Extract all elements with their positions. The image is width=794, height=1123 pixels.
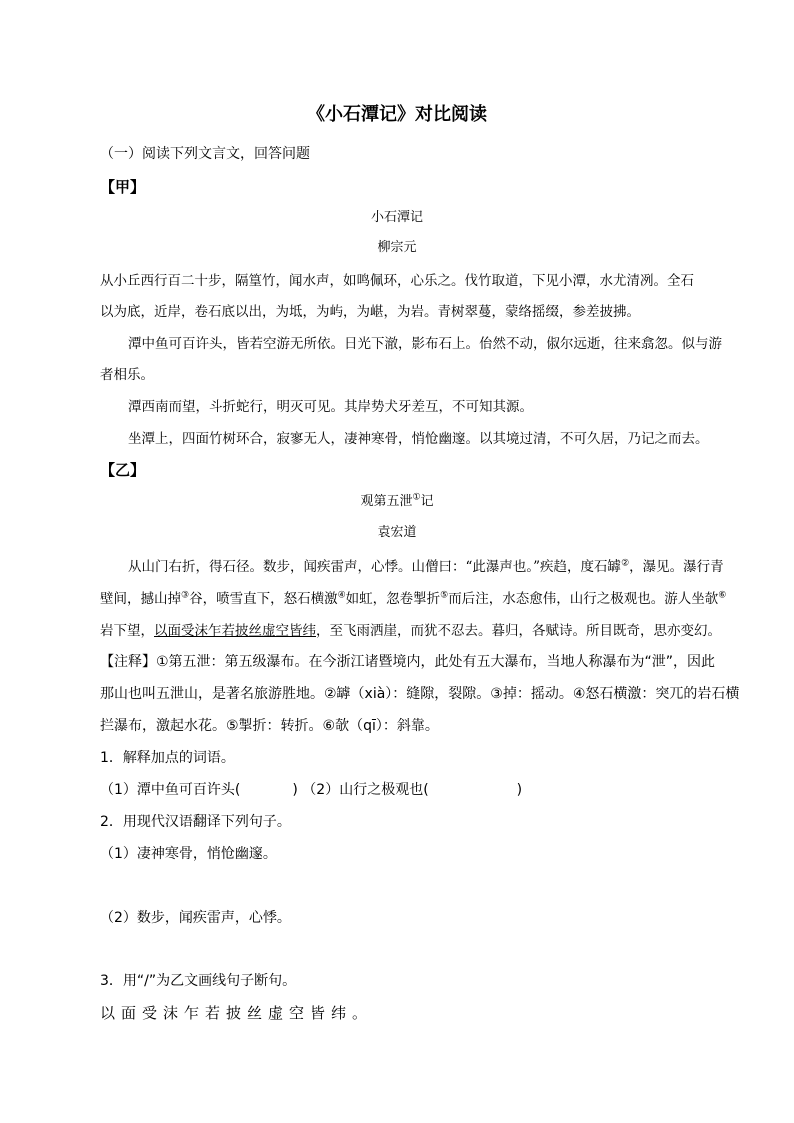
- yi-title: [0, 492, 794, 512]
- question-2: 2．用现代汉语翻译下列句子。: [100, 814, 291, 830]
- question-1-item-1: （1）潭中鱼可百许头(: [100, 782, 241, 798]
- yi-line-2: [100, 588, 726, 610]
- note-marker-3: ③: [181, 590, 190, 601]
- question-1: 1．解释加点的词语。: [100, 750, 235, 766]
- yi-title-text: 观第五泄: [360, 494, 413, 509]
- note-marker-5: ⑤: [440, 590, 449, 601]
- question-1-item-1-close: ): [292, 782, 298, 798]
- jia-title: 小石潭记: [370, 210, 423, 225]
- yi-line-2-text-c: 如虹，忽卷掣折: [345, 591, 441, 607]
- note-line-2: 那山也叫五泄山，是著名旅游胜地。②罅（xià）：缝隙，裂隙。③掉：摇动。④怒石横激：突兀的岩石横: [100, 686, 740, 702]
- page-title: 《小石潭记》对比阅读: [307, 104, 487, 125]
- note-line-3: 拦瀑布，激起水花。⑤掣折：转折。⑥欹（qī）：斜靠。: [100, 718, 439, 734]
- yi-line-1-text-end: ，瀑见。瀑行青: [629, 559, 724, 575]
- yi-title-text-end: 记: [420, 494, 434, 509]
- yi-line-3-text-a: 岩下望，: [100, 623, 154, 639]
- jia-line-5: 潭西南而望，斗折蛇行，明灭可见。其岸势犬牙差互，不可知其源。: [128, 399, 533, 415]
- note-line-1: 【注释】①第五泄：第五级瀑布。在今浙江诸暨境内，此处有五大瀑布，当地人称瀑布为“泄”，因此: [100, 654, 716, 670]
- section-intro: （一）阅读下列文言文，回答问题: [100, 146, 310, 162]
- yi-line-2-text-a: 壁间，撼山掉: [100, 591, 181, 607]
- note-marker-6: ⑥: [718, 590, 727, 601]
- yi-line-3-text-b: ，至飞雨洒崖，而犹不忍去。暮归，各赋诗。所目既奇，思亦变幻。: [316, 623, 721, 639]
- question-1-items: [100, 779, 522, 801]
- yi-line-3: [100, 620, 721, 642]
- question-3-sentence: 以面受沫乍若披丝虚空皆纬。: [100, 1004, 374, 1022]
- jia-line-1: 从小丘西行百二十步，隔篁竹，闻水声，如鸣佩环，心乐之。伐竹取道，下见小潭，水尤清冽。全石: [100, 273, 694, 289]
- yi-title-note-marker: ①: [412, 492, 421, 503]
- note-marker-4: ④: [337, 590, 346, 601]
- question-2-item-2: （2）数步，闻疾雷声，心悸。: [100, 910, 291, 926]
- jia-line-4: 者相乐。: [100, 367, 154, 383]
- jia-line-3: 潭中鱼可百许头，皆若空游无所依。日光下澈，影布石上。佁然不动，俶尔远逝，往来翕忽。似与游: [128, 336, 722, 352]
- yi-line-1: [128, 556, 724, 578]
- yi-label: 【乙】: [100, 461, 146, 479]
- jia-line-6: 坐潭上，四面竹树环合，寂寥无人，凄神寒骨，悄怆幽邃。以其境过清，不可久居，乃记之而去。: [128, 431, 709, 447]
- question-1-item-2-close: ): [516, 782, 523, 798]
- question-1-item-2: （2）山行之极观也(: [302, 782, 429, 798]
- jia-label: 【甲】: [100, 178, 146, 196]
- jia-author: 柳宗元: [377, 240, 417, 255]
- jia-line-2: 以为底，近岸，卷石底以出，为坻，为屿，为嵁，为岩。青树翠蔓，蒙络摇缀，参差披拂。: [100, 304, 640, 320]
- question-2-item-1: （1）凄神寒骨，悄怆幽邃。: [100, 846, 277, 862]
- note-marker-2: ②: [621, 558, 630, 569]
- yi-line-2-text-b: 谷，喷雪直下，怒石横激: [189, 591, 338, 607]
- question-3: 3．用“/”为乙文画线句子断句。: [100, 973, 297, 989]
- yi-author: 袁宏道: [377, 525, 417, 540]
- underlined-sentence: 以面受沫乍若披丝虚空皆纬: [154, 623, 316, 639]
- yi-line-1-text: 从山门右折，得石径。数步，闻疾雷声，心悸。山僧曰：“此瀑声也。”疾趋，度石罅: [128, 559, 622, 575]
- yi-line-2-text-d: 而后注，水态愈伟，山行之极观也。游人坐欹: [448, 591, 719, 607]
